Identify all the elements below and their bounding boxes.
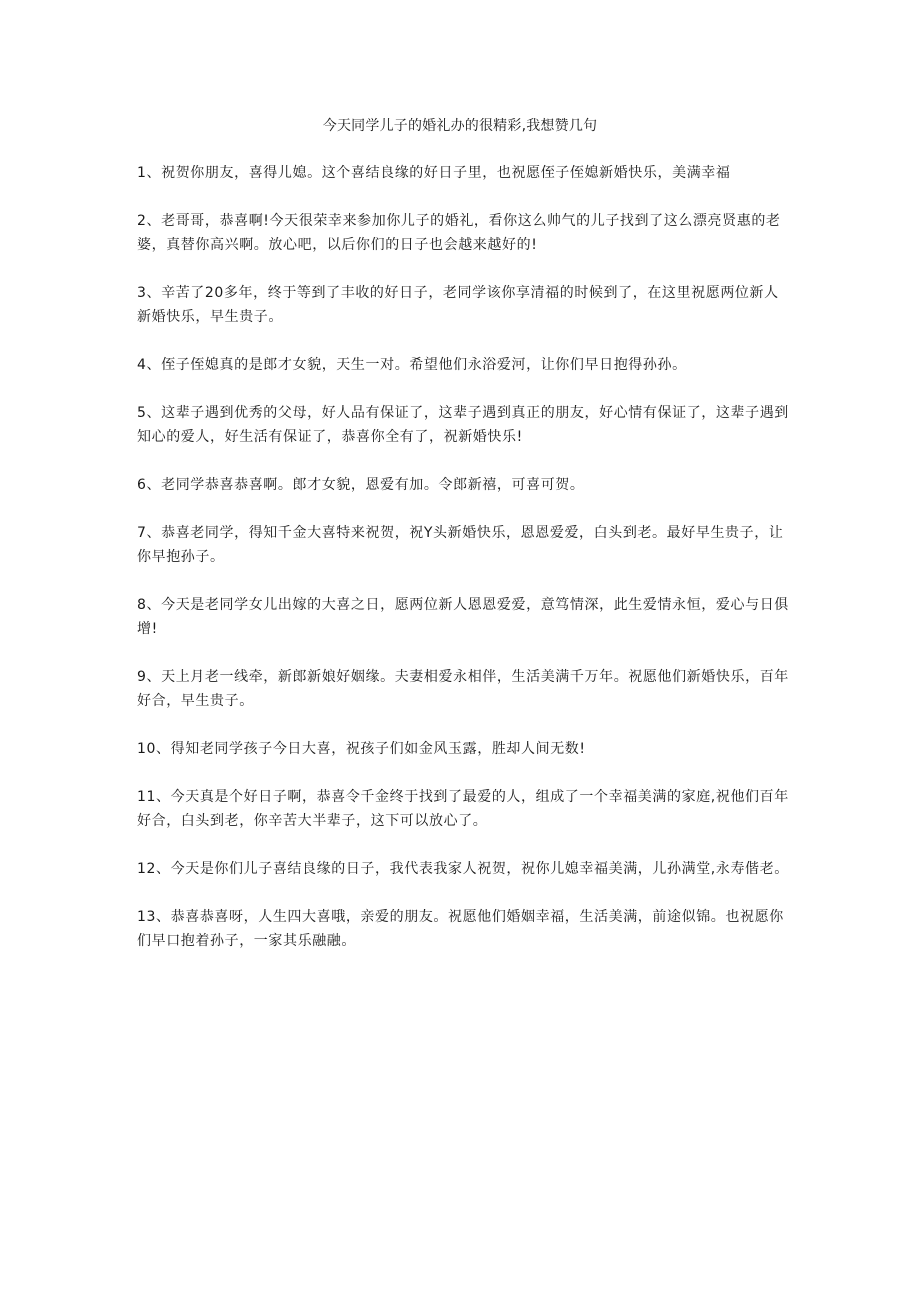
paragraph-12: 12、今天是你们儿子喜结良缘的日子，我代表我家人祝贺，祝你儿媳幸福美满，儿孙满堂,永寿偕老。	[137, 861, 789, 877]
paragraph-13: 13、恭喜恭喜呀，人生四大喜哦，亲爱的朋友。祝愿他们婚姻幸福，生活美满，前途似锦。也祝愿你们早口抱着孙子，一家其乐融融。	[137, 909, 784, 949]
paragraph-2: 2、老哥哥，恭喜啊!今天很荣幸来参加你儿子的婚礼，看你这么帅气的儿子找到了这么漂亮贤惠的老婆，真替你高兴啊。放心吧，以后你们的日子也会越来越好的!	[137, 213, 781, 253]
paragraph-11: 11、今天真是个好日子啊，恭喜令千金终于找到了最爱的人，组成了一个幸福美满的家庭,祝他们百年好合，白头到老，你辛苦大半辈子，这下可以放心了。	[137, 789, 789, 829]
paragraph-5: 5、这辈子遇到优秀的父母，好人品有保证了，这辈子遇到真正的朋友，好心情有保证了，这辈子遇到知心的爱人，好生活有保证了，恭喜你全有了，祝新婚快乐!	[137, 405, 789, 445]
paragraph-6: 6、老同学恭喜恭喜啊。郎才女貌，恩爱有加。令郎新禧，可喜可贺。	[137, 477, 585, 493]
paragraph-1: 1、祝贺你朋友，喜得儿媳。这个喜结良缘的好日子里，也祝愿侄子侄媳新婚快乐，美满幸福	[137, 165, 731, 181]
paragraph-10: 10、得知老同学孩子今日大喜，祝孩子们如金风玉露，胜却人间无数!	[137, 741, 586, 757]
paragraph-7: 7、恭喜老同学，得知千金大喜特来祝贺，祝Y头新婚快乐，恩恩爱爱，白头到老。最好早生贵子，让你早抱孙子。	[137, 525, 784, 565]
paragraph-9: 9、天上月老一线牵，新郎新娘好姻缘。夫妻相爱永相伴，生活美满千万年。祝愿他们新婚快乐，百年好合，早生贵子。	[137, 669, 789, 709]
document-title: 今天同学儿子的婚礼办的很精彩,我想赞几句	[322, 118, 598, 134]
paragraph-8: 8、今天是老同学女儿出嫁的大喜之日，愿两位新人恩恩爱爱，意笃情深，此生爱情永恒，爱心与日俱增!	[137, 597, 789, 637]
paragraph-3: 3、辛苦了20多年，终于等到了丰收的好日子，老同学该你享清福的时候到了，在这里祝愿两位新人新婚快乐，早生贵子。	[137, 285, 779, 325]
document-body	[137, 161, 789, 977]
paragraph-4: 4、侄子侄媳真的是郎才女貌，天生一对。希望他们永浴爱河，让你们早日抱得孙孙。	[137, 357, 687, 373]
